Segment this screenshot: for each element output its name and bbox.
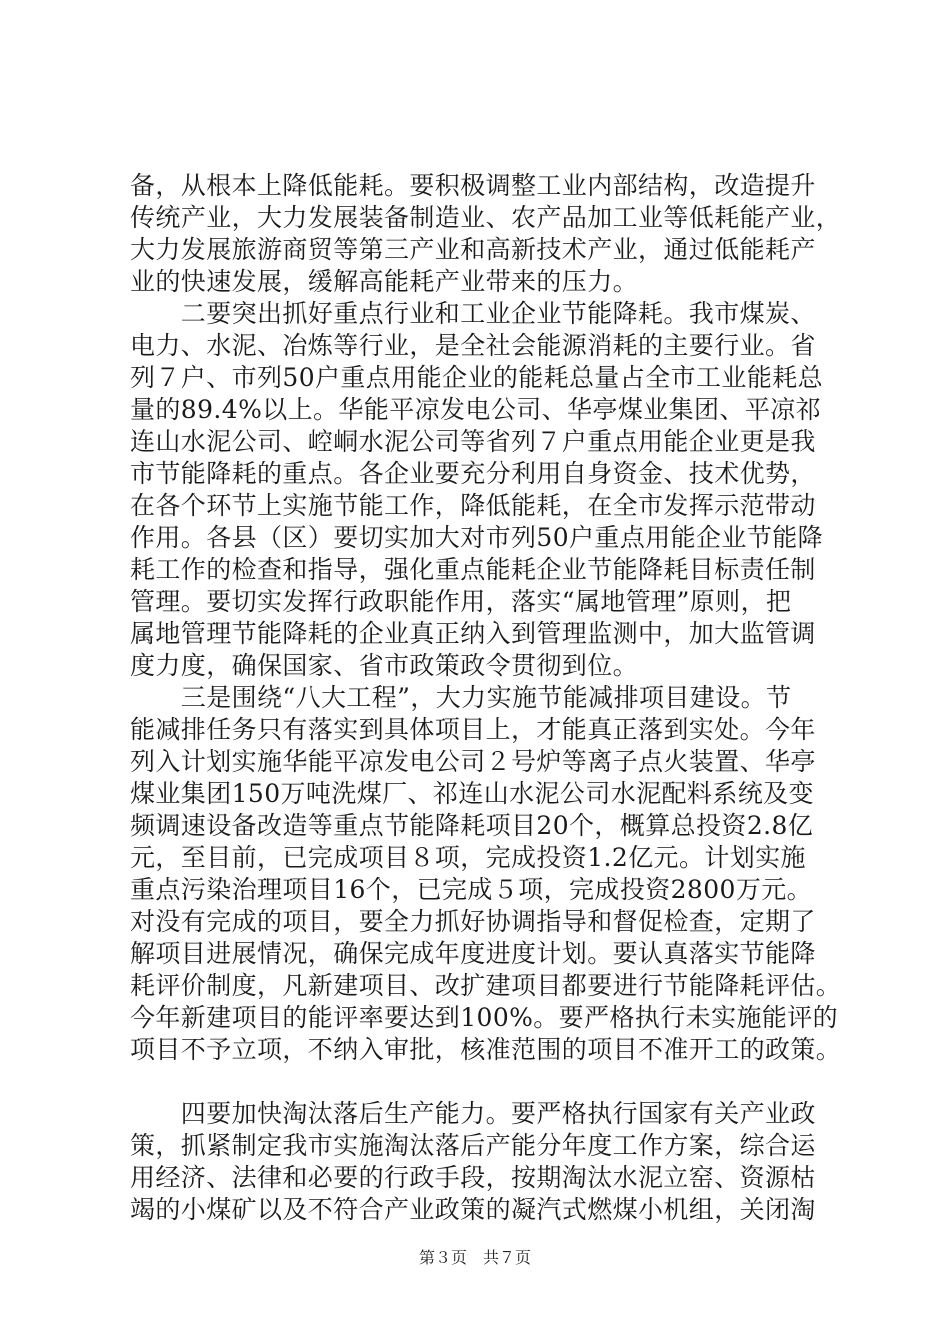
text-line: 项目不予立项，不纳入审批，核准范围的项目不准开工的政策。 <box>130 1035 842 1064</box>
text-line: 今年新建项目的能评率要达到100%。要严格执行未实施能评的 <box>130 1003 839 1032</box>
document-body <box>130 170 842 1226</box>
text-line: 元，至目前，已完成项目８项，完成投资1.2亿元。计划实施 <box>130 843 806 872</box>
text-line: 耗工作的检查和指导，强化重点能耗企业节能降耗目标责任制 <box>130 555 816 584</box>
text-line: 管理。要切实发挥行政职能作用，落实“属地管理”原则，把 <box>130 587 792 616</box>
text-line: 电力、水泥、冶炼等行业，是全社会能源消耗的主要行业。省 <box>130 331 816 360</box>
text-line: 能减排任务只有落实到具体项目上，才能真正落到实处。今年 <box>130 715 816 744</box>
paragraph-gap <box>130 1066 830 1098</box>
text-line: 备，从根本上降低能耗。要积极调整工业内部结构，改造提升 <box>130 171 816 200</box>
text-line: 连山水泥公司、崆峒水泥公司等省列７户重点用能企业更是我 <box>130 427 816 456</box>
text-line: 传统产业，大力发展装备制造业、农产品加工业等低耗能产业， <box>130 203 842 232</box>
text-line: 列入计划实施华能平凉发电公司２号炉等离子点火装置、华亭 <box>130 747 816 776</box>
text-line: 大力发展旅游商贸等第三产业和高新技术产业，通过低能耗产 <box>130 235 816 264</box>
text-line: 四要加快淘汰落后生产能力。要严格执行国家有关产业政 <box>130 1099 816 1128</box>
text-line: 频调速设备改造等重点节能降耗项目20个，概算总投资2.8亿 <box>130 811 814 840</box>
text-line: 耗评价制度，凡新建项目、改扩建项目都要进行节能降耗评估。 <box>130 971 842 1000</box>
text-line: 市节能降耗的重点。各企业要充分利用自身资金、技术优势， <box>130 459 816 488</box>
text-line: 解项目进展情况，确保完成年度进度计划。要认真落实节能降 <box>130 939 816 968</box>
text-line: 三是围绕“八大工程”，大力实施节能减排项目建设。节 <box>130 683 792 712</box>
text-line: 属地管理节能降耗的企业真正纳入到管理监测中，加大监管调 <box>130 619 816 648</box>
page-footer: 第３页 共７页 <box>418 1248 531 1267</box>
text-line: 策，抓紧制定我市实施淘汰落后产能分年度工作方案，综合运 <box>130 1131 816 1160</box>
text-line: 二要突出抓好重点行业和工业企业节能降耗。我市煤炭、 <box>130 299 816 328</box>
text-line: 业的快速发展，缓解高能耗产业带来的压力。 <box>130 267 639 296</box>
text-line: 煤业集团150万吨洗煤厂、祁连山水泥公司水泥配料系统及变 <box>130 779 814 808</box>
text-line: 用经济、法律和必要的行政手段，按期淘汰水泥立窑、资源枯 <box>130 1163 816 1192</box>
text-line: 作用。各县（区）要切实加大对市列50户重点用能企业节能降 <box>130 523 824 552</box>
text-line: 重点污染治理项目16个，已完成５项，完成投资2800万元。 <box>130 875 813 904</box>
text-line: 对没有完成的项目，要全力抓好协调指导和督促检查，定期了 <box>130 907 816 936</box>
text-line: 在各个环节上实施节能工作，降低能耗，在全市发挥示范带动 <box>130 491 816 520</box>
text-line: 度力度，确保国家、省市政策政令贯彻到位。 <box>130 651 639 680</box>
text-line: 量的89.4%以上。华能平凉发电公司、华亭煤业集团、平凉祁 <box>130 395 822 424</box>
text-line: 竭的小煤矿以及不符合产业政策的凝汽式燃煤小机组，关闭淘 <box>130 1195 816 1224</box>
text-line: 列７户、市列50户重点用能企业的能耗总量占全市工业能耗总 <box>130 363 824 392</box>
